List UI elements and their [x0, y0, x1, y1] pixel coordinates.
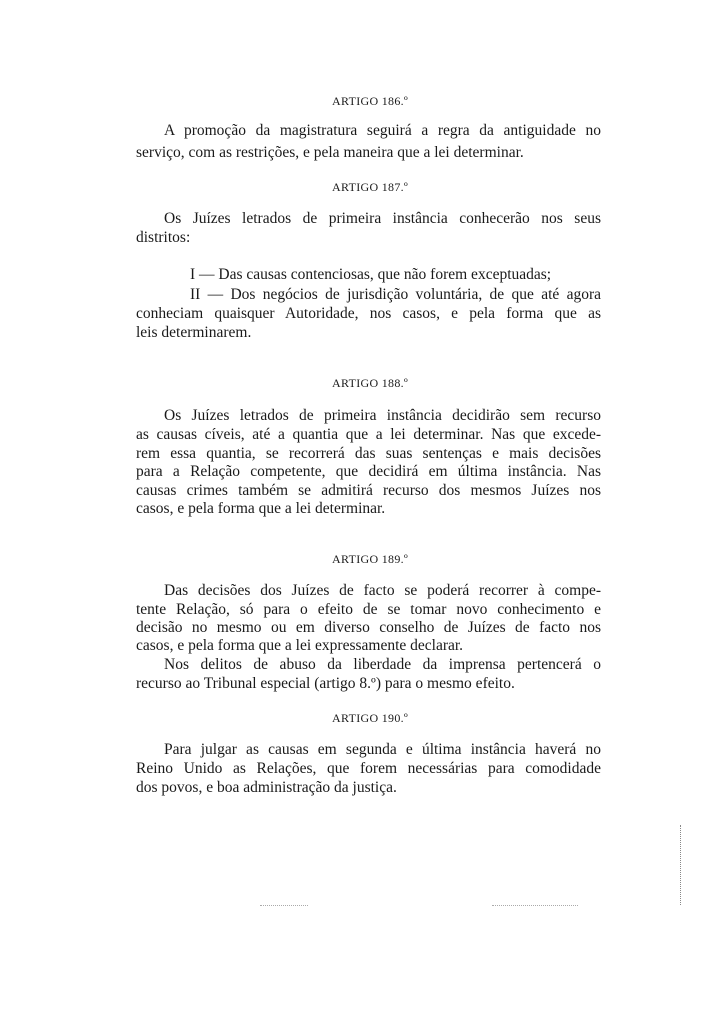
- article-190-line-1: Para julgar as causas em segunda e última instância haverá no: [164, 741, 601, 758]
- article-189-line-2: tente Relação, só para o efeito de se tomar novo conhecimento e: [136, 601, 601, 618]
- article-188-line-1: Os Juízes letrados de primeira instância decidirão sem recurso: [164, 407, 601, 424]
- article-188-line-5: causas crimes também se admitirá recurso dos mesmos Juízes nos: [136, 482, 601, 499]
- article-186-line-2: serviço, com as restrições, e pela maneira que a lei determinar.: [136, 144, 524, 161]
- article-188-line-2: as causas cíveis, até a quantia que a lei determinar. Nas que excede-: [136, 426, 601, 443]
- article-188-line-6: casos, e pela forma que a lei determinar.: [136, 500, 386, 517]
- article-188-line-3: rem essa quantia, se recorrerá das suas sentenças e mais decisões: [136, 445, 601, 462]
- scan-footer-dots-left: [260, 905, 308, 906]
- article-187-line-1: Os Juízes letrados de primeira instância conhecerão nos seus: [164, 210, 601, 227]
- article-186-line-1: A promoção da magistratura seguirá a regra da antiguidade no: [164, 122, 601, 139]
- article-190-line-3: dos povos, e boa administração da justiça.: [136, 779, 397, 796]
- article-189-line-1: Das decisões dos Juízes de facto se poderá recorrer à compe-: [164, 582, 601, 599]
- article-188-line-4: para a Relação competente, que decidirá em última instância. Nas: [136, 463, 601, 480]
- article-187-line-2: distritos:: [136, 229, 191, 246]
- scan-footer-dots-right: [492, 905, 578, 906]
- article-187-line-6: leis determinarem.: [136, 324, 252, 341]
- article-189-line-3: decisão no mesmo ou em diverso conselho de Juízes de facto nos: [136, 619, 601, 636]
- article-188-heading: ARTIGO 188.º: [332, 376, 408, 390]
- article-187-item-1: I — Das causas contenciosas, que não forem exceptuadas;: [190, 266, 552, 283]
- article-189-line-6: recurso ao Tribunal especial (artigo 8.º) para o mesmo efeito.: [136, 675, 515, 692]
- scan-edge-marks: [680, 825, 683, 905]
- article-189-heading: ARTIGO 189.º: [332, 552, 408, 566]
- article-187-heading: ARTIGO 187.º: [332, 180, 408, 194]
- article-189-line-4: casos, e pela forma que a lei expressamente declarar.: [136, 637, 464, 654]
- article-187-line-5: conheciam quaisquer Autoridade, nos casos, e pela forma que as: [136, 305, 601, 322]
- article-189-line-5: Nos delitos de abuso da liberdade da imprensa pertencerá o: [164, 656, 601, 673]
- article-187-item-2: II — Dos negócios de jurisdição voluntária, de que até agora: [190, 286, 601, 303]
- article-190-line-2: Reino Unido as Relações, que forem necessárias para comodidade: [136, 760, 601, 777]
- article-190-heading: ARTIGO 190.º: [332, 711, 408, 725]
- article-186-heading: ARTIGO 186.º: [332, 94, 408, 108]
